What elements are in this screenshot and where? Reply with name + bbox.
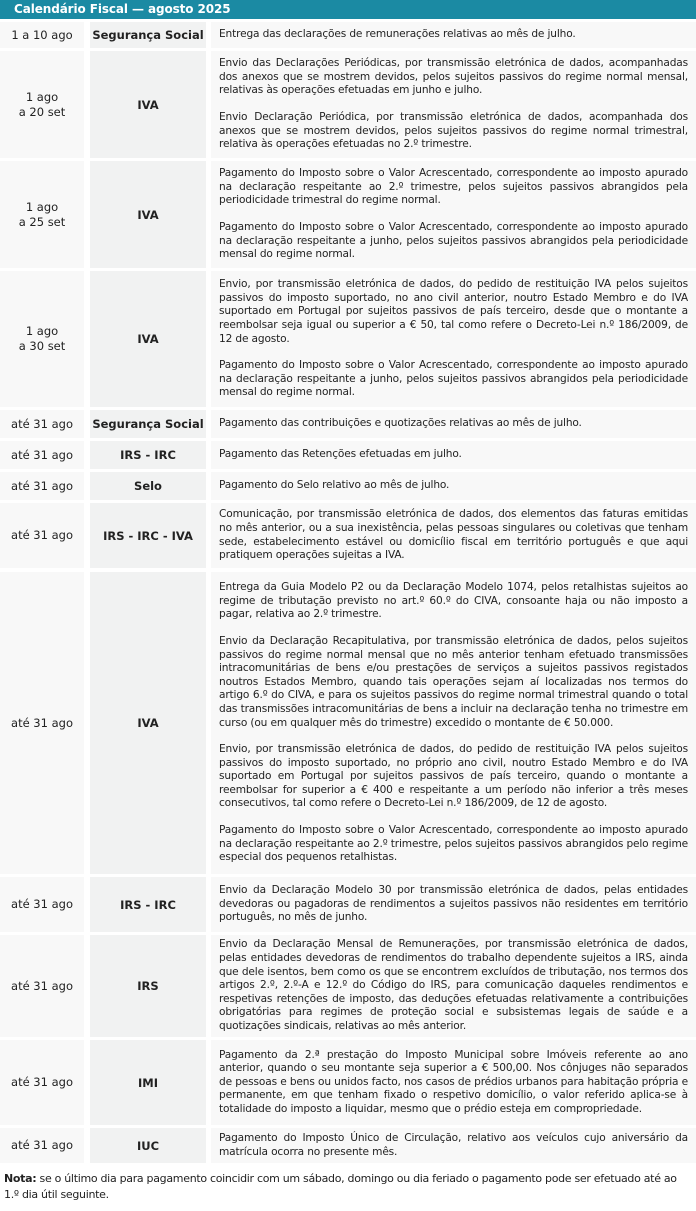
tax-type-cell: IVA (90, 572, 206, 874)
obligation-text: Pagamento do Imposto sobre o Valor Acrescentado, correspondente ao imposto apurado na declaração respeitante ao 2.º trimestre, pelos sujeitos passivos abrangidos pela periodicidade trimestral do regime normal. (219, 167, 688, 207)
table-row (0, 503, 696, 568)
deadline-text: até 31 ago (11, 1138, 73, 1152)
obligation-text: Envio da Declaração Mensal de Remunerações, por transmissão eletrónica de dados, pelas entidades devedoras de rendimentos do trabalho dependente sujeitos a IRS, ainda que dele isentos, bem como os que se encontrem excluídos de tributação, nos termos dos artigos 2.º, 2.º-A e 12.º do Código do IRS, para comunicação daqueles rendimentos e respetivas retenções de imposto, das deduções efetuadas relativamente a contribuições obrigatórias para regimes de proteção social e subsistemas legais de saúde e a quotizações sindicais, relativas ao mês anterior. (219, 938, 688, 1032)
obligation-cell (211, 51, 696, 158)
note-text: se o último dia para pagamento coincidir com um sábado, domingo ou dia feriado o pagamento pode ser efetuado até ao 1.º dia útil seguinte. (4, 1172, 677, 1201)
table-row (0, 935, 696, 1037)
obligation-cell (211, 161, 696, 268)
table-row (0, 51, 696, 158)
obligation-text: Envio, por transmissão eletrónica de dados, do pedido de restituição IVA pelos sujeitos passivos do imposto suportado, no ano civil anterior, noutro Estado Membro e do IVA suportado em Portugal por sujeitos passivos de país terceiro, desde que o montante a reembolsar seja igual ou superior a € 50, tal como refere o Decreto-Lei n.º 186/2009, de 12 de agosto. (219, 278, 688, 345)
deadline-cell (0, 51, 84, 158)
deadline-cell (0, 877, 84, 932)
tax-type-cell: IUC (90, 1128, 206, 1163)
deadline-text: 1 ago (25, 89, 59, 104)
deadline-cell (0, 271, 84, 407)
obligation-text: Envio da Declaração Recapitulativa, por transmissão eletrónica de dados, pelos sujeitos passivos do regime normal mensal que no mês anterior tenham efetuado transmissões intracomunitárias de bens e/ou prestações de serviços a sujeitos passivos registados noutros Estados Membro, quando tais operações sejam aí localizadas nos termos do artigo 6.º do CIVA, e para os sujeitos passivos do regime normal trimestral quando o total das transmissões intracomunitárias de bens a incluir na declaração tenha no trimestre em curso (ou em qualquer mês do trimestre) excedido o montante de € 50.000. (219, 634, 688, 729)
deadline-text: até 31 ago (11, 478, 73, 493)
obligation-text: Pagamento do Imposto sobre o Valor Acrescentado, correspondente ao imposto apurado na declaração respeitante a junho, pelos sujeitos passivos abrangidos pela periodicidade mensal do regime normal. (219, 359, 688, 399)
obligation-text: Pagamento do Selo relativo ao mês de julho. (219, 479, 450, 492)
tax-type-cell: Selo (90, 472, 206, 500)
obligation-cell (211, 572, 696, 874)
table-row (0, 1128, 696, 1163)
table-row (0, 1040, 696, 1125)
deadline-text: 1 a 10 ago (11, 27, 73, 42)
tax-type-cell: IRS - IRC (90, 441, 206, 469)
tax-type-cell: Segurança Social (90, 22, 206, 48)
deadline-text: a 20 set (18, 104, 66, 119)
obligation-text: Pagamento das contribuições e quotizações relativas ao mês de julho. (219, 417, 582, 430)
deadline-cell (0, 472, 84, 500)
obligation-text: Comunicação, por transmissão eletrónica de dados, dos elementos das faturas emitidas no mês anterior, ou a sua inexistência, pelas pessoas singulares ou coletivas que tenham sede, estabelecimento estável ou domicílio fiscal em território português e que aqui pratiquem operações sujeitas a IVA. (219, 508, 688, 562)
deadline-text: 1 ago (25, 199, 59, 214)
tax-type-cell: IVA (90, 271, 206, 407)
deadline-text: até 31 ago (11, 416, 73, 431)
table-row (0, 472, 696, 500)
obligation-cell (211, 1040, 696, 1125)
deadline-cell (0, 935, 84, 1037)
tax-type-cell: IMI (90, 1040, 206, 1125)
deadline-cell (0, 161, 84, 268)
table-row (0, 410, 696, 438)
tax-type-cell: IRS (90, 935, 206, 1037)
deadline-cell (0, 503, 84, 568)
obligation-cell (211, 441, 696, 469)
obligation-cell (211, 935, 696, 1037)
table-row (0, 441, 696, 469)
deadline-text: até 31 ago (11, 897, 73, 911)
deadline-text: a 25 set (18, 214, 66, 229)
obligation-text: Pagamento das Retenções efetuadas em julho. (219, 448, 462, 461)
deadline-cell (0, 410, 84, 438)
obligation-text: Pagamento do Imposto sobre o Valor Acrescentado, correspondente ao imposto apurado na declaração respeitante a junho, pelos sujeitos passivos abrangidos pela periodicidade mensal do regime normal. (219, 221, 688, 261)
table-row (0, 877, 696, 932)
deadline-cell (0, 572, 84, 874)
deadline-text: até 31 ago (11, 447, 73, 462)
deadline-cell (0, 441, 84, 469)
deadline-text: até 31 ago (11, 978, 73, 993)
obligation-cell (211, 472, 696, 500)
deadline-text: até 31 ago (11, 715, 73, 730)
tax-type-cell: IRS - IRC - IVA (90, 503, 206, 568)
table-row (0, 271, 696, 407)
obligation-text: Entrega da Guia Modelo P2 ou da Declaração Modelo 1074, pelos retalhistas sujeitos ao regime de tributação previsto no art.º 60.º do CIVA, consoante haja ou não imposto a pagar, relativa ao 2.º trimestre. (219, 581, 688, 621)
obligation-cell (211, 22, 696, 48)
tax-type-cell: IVA (90, 51, 206, 158)
obligation-cell (211, 877, 696, 932)
obligation-text: Entrega das declarações de remunerações relativas ao mês de julho. (219, 28, 576, 41)
deadline-text: até 31 ago (11, 528, 73, 542)
deadline-text: 1 ago (25, 324, 59, 338)
table-row (0, 22, 696, 48)
deadline-cell (0, 1040, 84, 1125)
obligation-text: Envio da Declaração Modelo 30 por transmissão eletrónica de dados, pelas entidades devedoras ou pagadoras de rendimentos a sujeitos passivos não residentes em território português, no mês de junho. (219, 884, 688, 924)
deadline-cell (0, 22, 84, 48)
obligation-text: Envio Declaração Periódica, por transmissão eletrónica de dados, acompanhada dos anexos que se mostrem devidos, pelos sujeitos passivos do regime normal trimestral, relativa às operações efetuadas no 2.º trimestre. (219, 111, 688, 151)
note-label: Nota: (4, 1172, 37, 1185)
obligation-text: Envio, por transmissão eletrónica de dados, do pedido de restituição IVA pelos sujeitos passivos do imposto suportado, no próprio ano civil, noutro Estado Membro e do IVA suportado em Portugal por sujeitos passivos de país terceiro, quando o montante a reembolsar for superior a € 400 e respeitante a um período não inferior a três meses consecutivos, tal como refere o Decreto-Lei n.º 186/2009, de 12 de agosto. (219, 743, 688, 810)
deadline-text: até 31 ago (11, 1075, 73, 1089)
deadline-cell (0, 1128, 84, 1163)
obligation-cell (211, 271, 696, 407)
table-row (0, 161, 696, 268)
tax-type-cell: IVA (90, 161, 206, 268)
tax-type-cell: Segurança Social (90, 410, 206, 438)
obligation-cell (211, 503, 696, 568)
obligation-text: Pagamento do Imposto sobre o Valor Acrescentado, correspondente ao imposto apurado na declaração respeitante ao 2.º trimestre, pelos sujeitos passivos abrangidos pelo regime especial dos pequenos retalhistas. (219, 824, 688, 864)
obligation-text: Pagamento da 2.ª prestação do Imposto Municipal sobre Imóveis referente ao ano anterior, quando o seu montante seja superior a € 500,00. Nos cônjuges não separados de pessoas e bens ou unidos facto, nos casos de prédios urbanos para habitação própria e permanente, em que tenham fixado o respetivo domicílio, o valor referido aplica-se à totalidade do imposto a liquidar, mesmo que o prédio esteja em compropriedade. (219, 1048, 688, 1115)
tax-type-cell: IRS - IRC (90, 877, 206, 932)
obligation-cell (211, 410, 696, 438)
deadline-text: a 30 set (18, 339, 66, 353)
obligation-cell (211, 1128, 696, 1163)
footnote (4, 1171, 694, 1202)
calendar-title: Calendário Fiscal — agosto 2025 (0, 0, 696, 19)
obligation-text: Envio das Declarações Periódicas, por transmissão eletrónica de dados, acompanhadas dos anexos que se mostrem devidos, pelos sujeitos passivos do regime normal mensal, relativas às operações efetuadas em junho e julho. (219, 57, 688, 97)
obligation-text: Pagamento do Imposto Único de Circulação, relativo aos veículos cujo aniversário da matrícula ocorra no presente mês. (219, 1131, 688, 1158)
table-row (0, 572, 696, 874)
